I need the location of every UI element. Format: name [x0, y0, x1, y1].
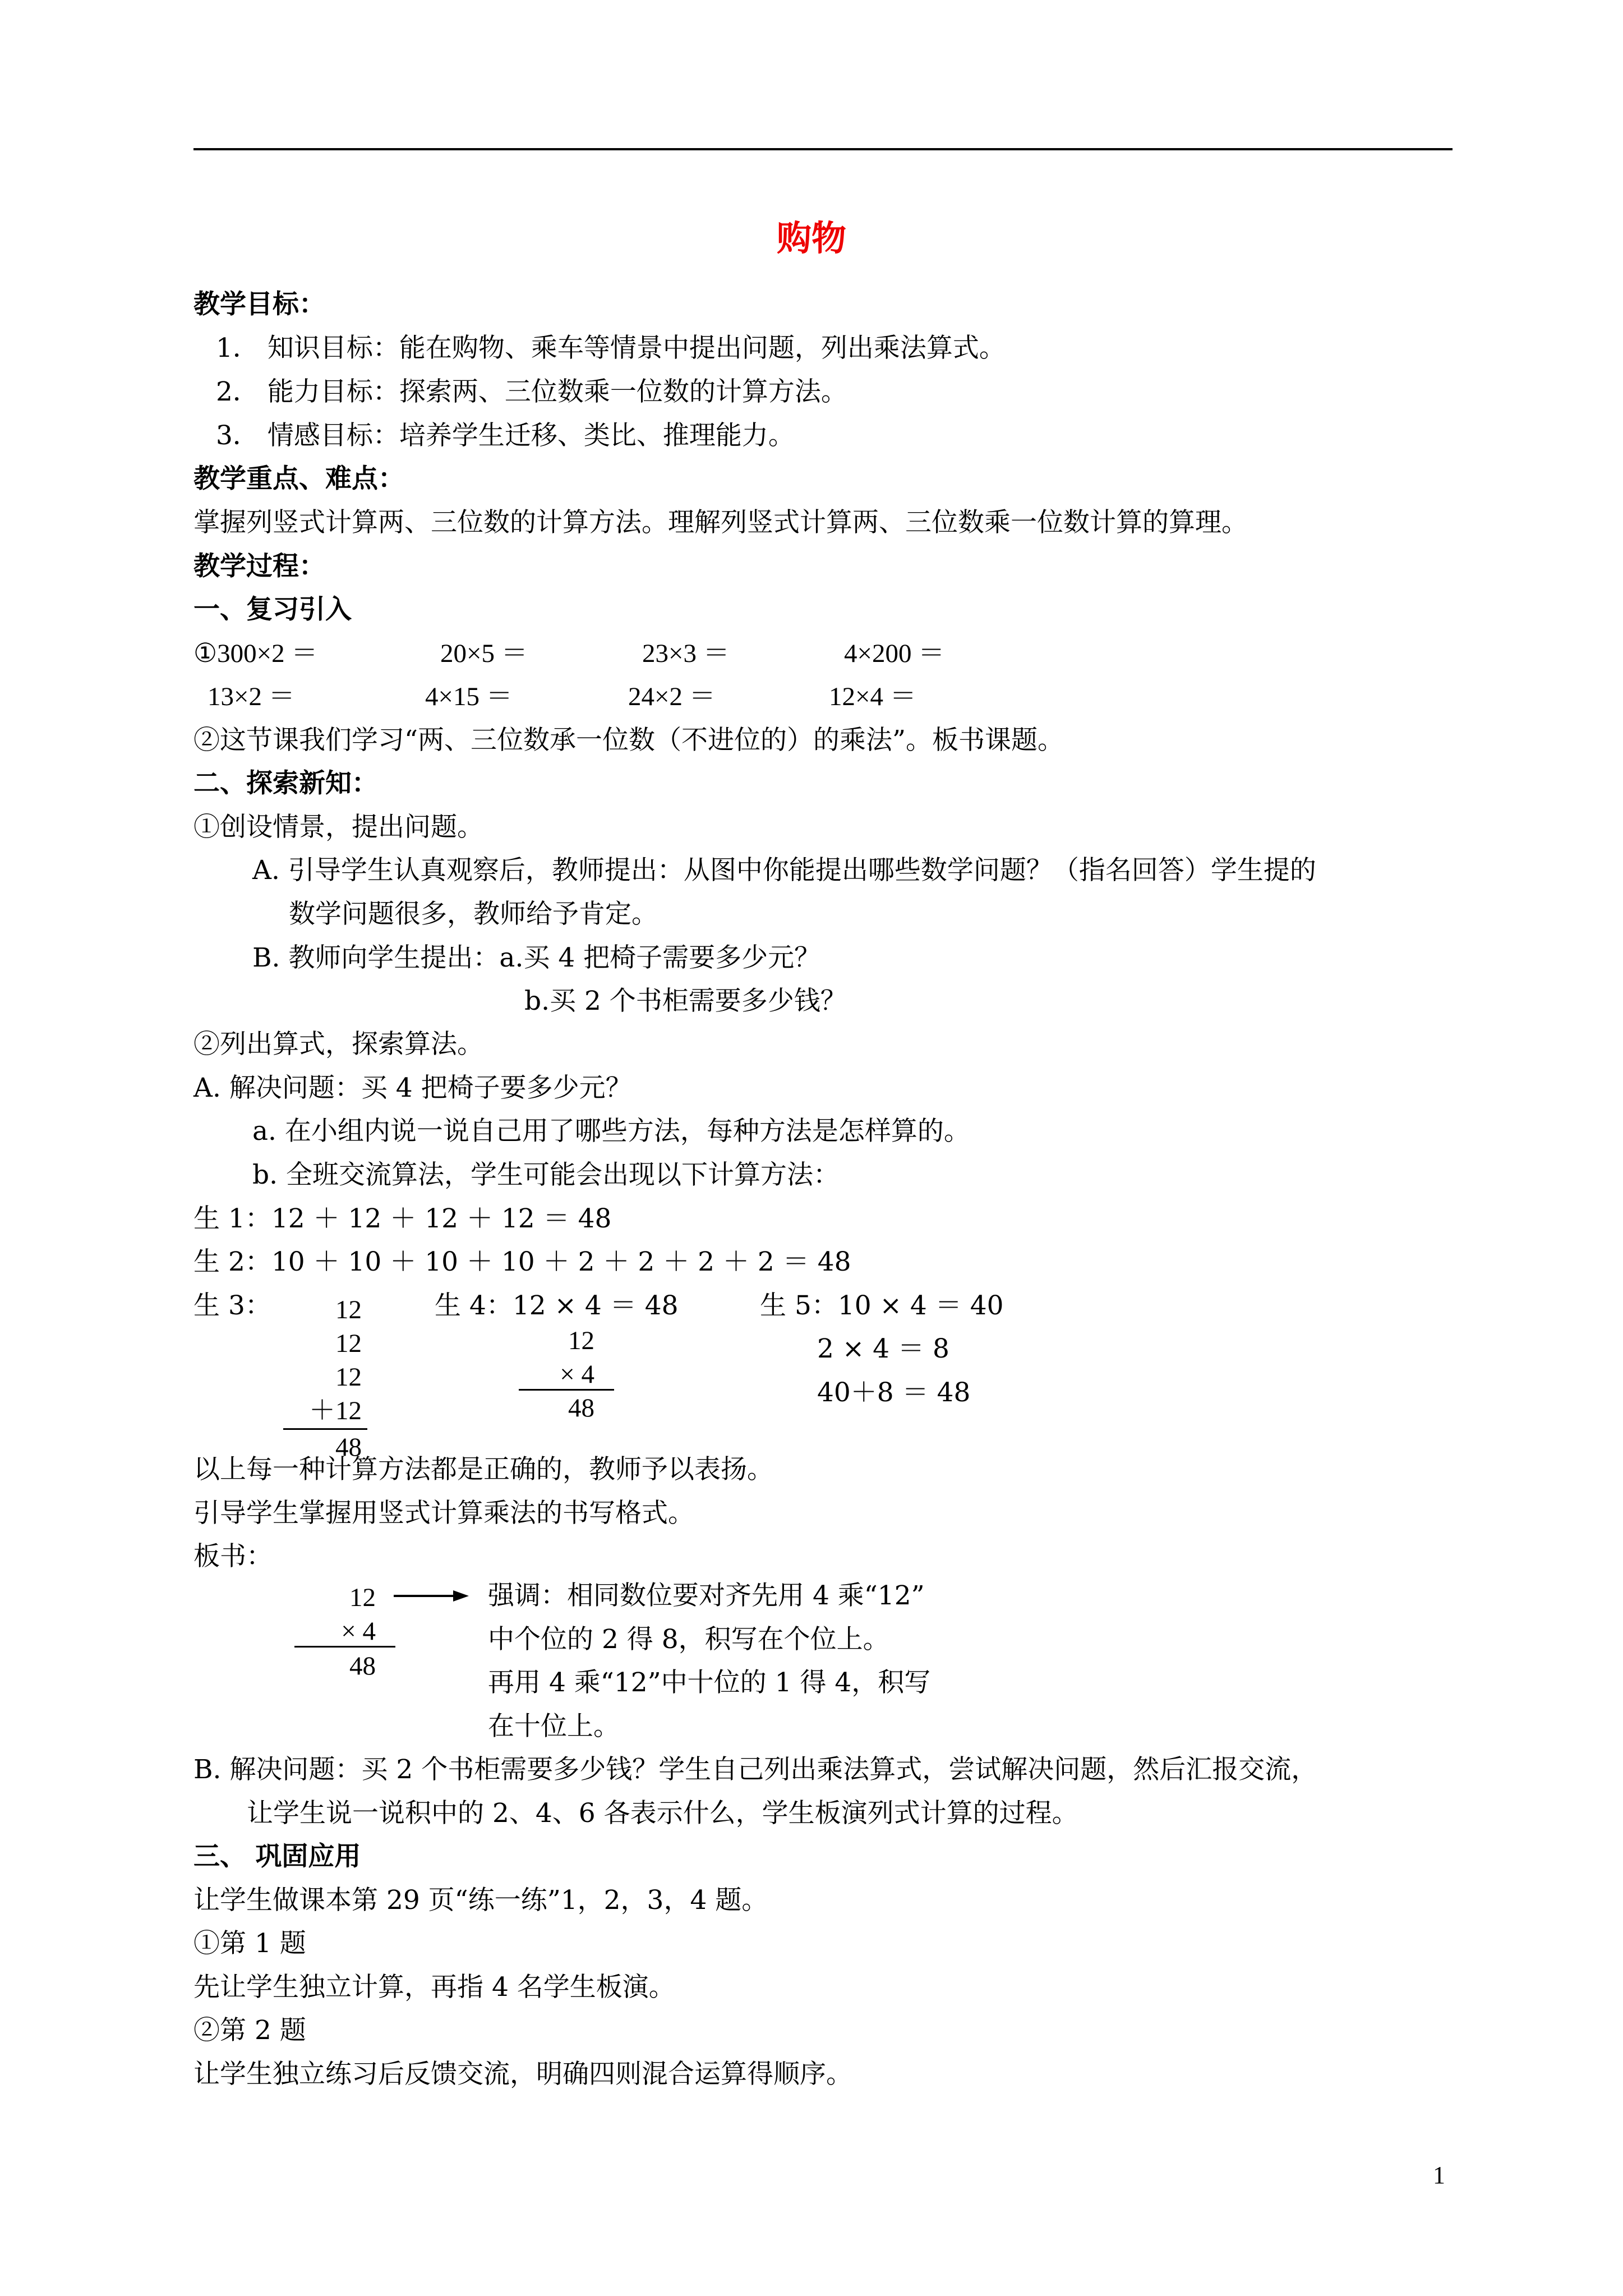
problem-a-sub-b: b. 全班交流算法，学生可能会出现以下计算方法：: [252, 1159, 840, 1190]
goal-3: 3． 情感目标：培养学生迁移、类比、推理能力。: [216, 420, 795, 451]
emphasis-line2: 中个位的 2 得 8，积写在个位上。: [488, 1624, 889, 1655]
section-review: 一、复习引入: [193, 594, 352, 625]
heading-goals: 教学目标：: [193, 289, 325, 320]
question-2-label: ②第 2 题: [193, 2015, 306, 2046]
review-r1c2: 20×5 ＝: [440, 639, 528, 668]
student-3-line2: 12: [335, 1329, 362, 1358]
student-3-sum-line: [283, 1428, 367, 1430]
arrow-right-icon: [393, 1588, 471, 1604]
section-practice: 三、 巩固应用: [193, 1841, 361, 1872]
problem-a: A. 解决问题：买 4 把椅子要多少元？: [193, 1073, 632, 1103]
intro-topic: ②这节课我们学习“两、三位数承一位数（不进位的）的乘法”。板书课题。: [193, 725, 1064, 756]
page-title: 购物: [776, 218, 846, 259]
board-multiplier: × 4: [341, 1617, 376, 1646]
problem-b-line1: B. 解决问题：买 2 个书柜需要多少钱？学生自己列出乘法算式，尝试解决问题，然后汇报交流，: [193, 1754, 1318, 1785]
student-1-method: 生 1：12 ＋ 12 ＋ 12 ＋ 12 ＝ 48: [193, 1203, 612, 1234]
student-5-line2: 2 × 4 ＝ 8: [817, 1333, 949, 1364]
student-4-top: 12: [568, 1326, 594, 1355]
question-1-text: 先让学生独立计算，再指 4 名学生板演。: [193, 1972, 675, 2003]
homework-text: 让学生做课本第 29 页“练一练”1，2，3，4 题。: [193, 1885, 768, 1916]
question-2-text: 让学生独立练习后反馈交流，明确四则混合运算得顺序。: [193, 2059, 852, 2090]
heading-process: 教学过程：: [193, 551, 325, 582]
section-explore: 二、探索新知：: [193, 768, 378, 799]
review-r1c1: ①300×2 ＝: [193, 639, 318, 668]
emphasis-line3: 再用 4 乘“12”中十位的 1 得 4，积写: [488, 1667, 931, 1698]
student-3-line3: 12: [335, 1363, 362, 1392]
header-rule: [193, 148, 1453, 150]
heading-key-points: 教学重点、难点：: [193, 463, 404, 494]
emphasis-line1: 强调：相同数位要对齐先用 4 乘“12”: [488, 1580, 925, 1611]
board-product-line: [294, 1646, 395, 1648]
item-a-line1: A. 引导学生认真观察后，教师提出：从图中你能提出哪些数学问题？（指名回答）学生提的: [252, 855, 1316, 886]
step-2: ②列出算式，探索算法。: [193, 1029, 483, 1060]
question-1-label: ①第 1 题: [193, 1928, 306, 1959]
student-4-method: 生 4：12 × 4 ＝ 48: [435, 1290, 679, 1321]
student-3-line1: 12: [335, 1295, 362, 1324]
student-3-label: 生 3：: [193, 1290, 271, 1321]
student-3-line4: ＋12: [309, 1396, 362, 1425]
student-4-multiplier: × 4: [560, 1360, 594, 1389]
review-r1c4: 4×200 ＝: [844, 639, 945, 668]
student-4-result: 48: [568, 1393, 594, 1423]
student-4-product-line: [519, 1389, 614, 1391]
review-r2c2: 4×15 ＝: [425, 682, 513, 711]
item-b-line2: b.买 2 个书柜需要多少钱？: [524, 986, 847, 1016]
student-5-line3: 40＋8 ＝ 48: [817, 1377, 971, 1408]
item-b-line1: B. 教师向学生提出：a.买 4 把椅子需要多少元？: [252, 942, 821, 973]
goal-2: 2． 能力目标：探索两、三位数乘一位数的计算方法。: [216, 376, 847, 407]
goal-1: 1． 知识目标：能在购物、乘车等情景中提出问题，列出乘法算式。: [216, 333, 1006, 364]
review-r1c3: 23×3 ＝: [642, 639, 730, 668]
review-r2c1: 13×2 ＝: [208, 682, 295, 711]
board-top: 12: [349, 1583, 376, 1612]
problem-b-line2: 让学生说一说积中的 2、4、6 各表示什么，学生板演列式计算的过程。: [247, 1798, 1078, 1829]
page-number: 1: [1433, 2161, 1445, 2189]
step-1: ①创设情景，提出问题。: [193, 812, 483, 843]
item-a-line2: 数学问题很多，教师给予肯定。: [289, 899, 658, 930]
praise-text: 以上每一种计算方法都是正确的，教师予以表扬。: [193, 1454, 773, 1485]
guide-text: 引导学生掌握用竖式计算乘法的书写格式。: [193, 1498, 694, 1529]
student-5-method: 生 5：10 × 4 ＝ 40: [760, 1290, 1004, 1321]
student-2-method: 生 2：10 ＋ 10 ＋ 10 ＋ 10 ＋ 2 ＋ 2 ＋ 2 ＋ 2 ＝ 48: [193, 1246, 851, 1277]
board-result: 48: [349, 1651, 376, 1681]
review-r2c3: 24×2 ＝: [628, 682, 716, 711]
review-r2c4: 12×4 ＝: [829, 682, 916, 711]
problem-a-sub-a: a. 在小组内说一说自己用了哪些方法，每种方法是怎样算的。: [252, 1116, 970, 1147]
emphasis-line4: 在十位上。: [488, 1711, 620, 1742]
board-label: 板书：: [193, 1541, 273, 1572]
student-3-result: 48: [335, 1433, 362, 1462]
key-points-text: 掌握列竖式计算两、三位数的计算方法。理解列竖式计算两、三位数乘一位数计算的算理。: [193, 507, 1248, 538]
